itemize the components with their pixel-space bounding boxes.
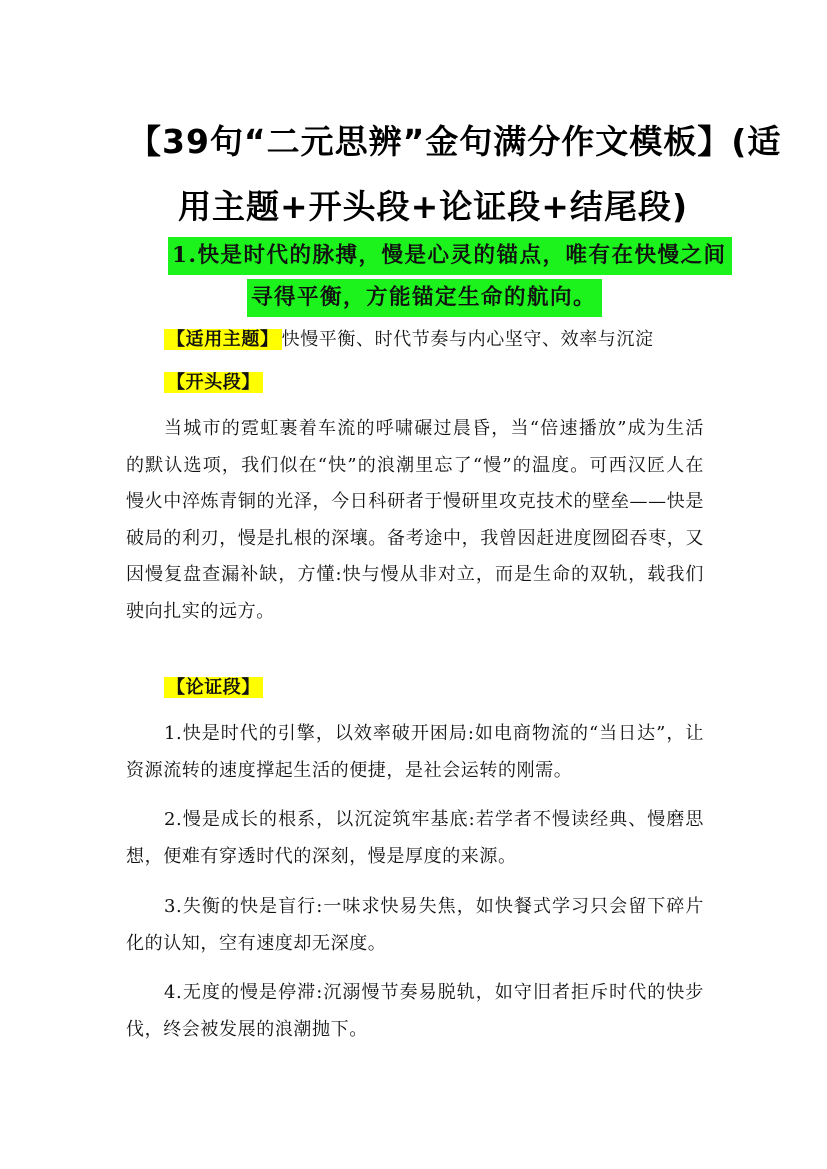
argument-label: 【论证段】 (164, 677, 263, 698)
opening-paragraph: 当城市的霓虹裹着车流的呼啸碾过晨昏，当“倍速播放”成为生活的默认选项，我们似在“快”的浪潮里忘了“慢”的温度。可西汉匠人在慢火中淬炼青铜的光泽，今日科研者于慢研里攻克技术的壁垒——快是破局的利刃，慢是扎根的深壤。备考途中，我曾因赶进度囫囵吞枣，又因慢复盘查漏补缺，方懂:快与慢从非对立，而是生命的双轨，载我们驶向扎实的远方。 (126, 418, 704, 622)
opening-label: 【开头段】 (164, 372, 263, 393)
topic-row (164, 325, 654, 355)
topic-text: 快慢平衡、时代节奏与内心坚守、效率与沉淀 (281, 329, 654, 350)
topic-label: 【适用主题】 (164, 329, 282, 350)
opening-heading-row (164, 368, 263, 398)
page-title-line-1: 【39句“二元思辨”金句满分作文模板】(适 (128, 122, 782, 161)
highlighted-sentence-line-1: 1.快是时代的脉搏，慢是心灵的锚点，唯有在快慢之间 (168, 237, 732, 275)
argument-point-1: 1.快是时代的引擎，以效率破开困局:如电商物流的“当日达”，让资源流转的速度撑起生活的便捷，是社会运转的刚需。 (126, 723, 704, 781)
highlighted-sentence-line-2: 寻得平衡，方能锚定生命的航向。 (247, 279, 602, 317)
argument-point-2: 2.慢是成长的根系，以沉淀筑牢基底:若学者不慢读经典、慢磨思想，便难有穿透时代的深刻，慢是厚度的来源。 (126, 809, 704, 867)
argument-point-3: 3.失衡的快是盲行:一味求快易失焦，如快餐式学习只会留下碎片化的认知，空有速度却无深度。 (126, 896, 704, 954)
argument-point-4: 4.无度的慢是停滞:沉溺慢节奏易脱轨，如守旧者拒斥时代的快步伐，终会被发展的浪潮抛下。 (126, 982, 704, 1040)
argument-heading-row (164, 673, 263, 703)
page-title-line-2: 用主题+开头段+论证段+结尾段) (178, 187, 689, 226)
